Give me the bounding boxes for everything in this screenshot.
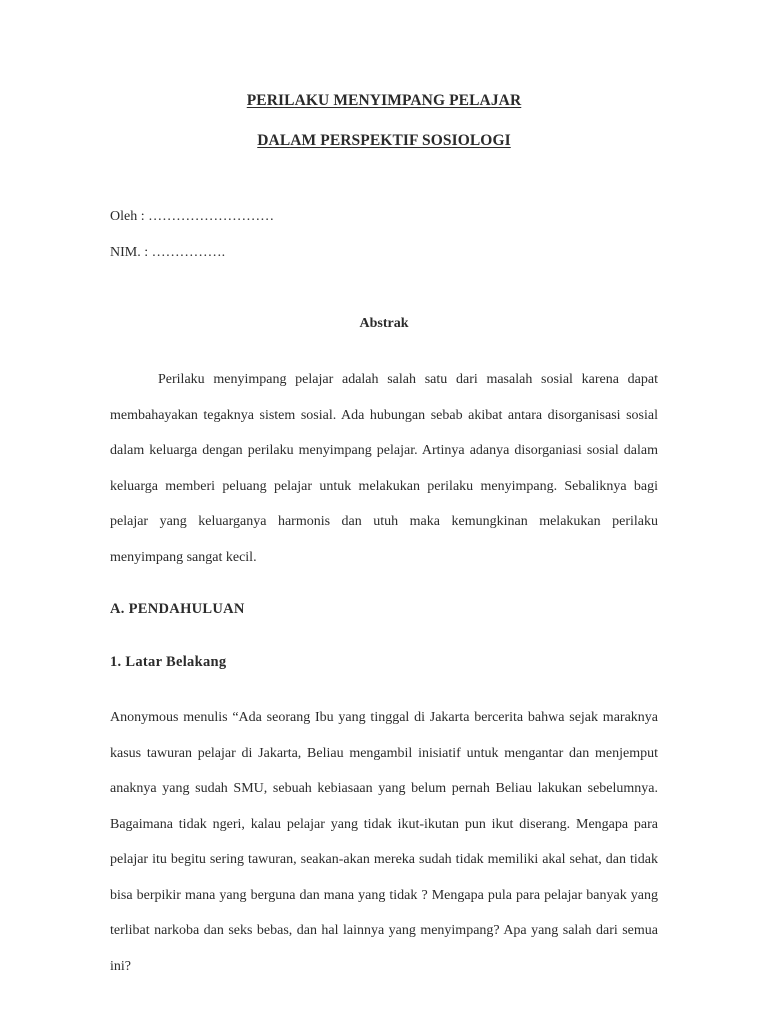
author-line: Oleh : ……………………… [110,209,275,224]
abstract-paragraph: Perilaku menyimpang pelajar adalah salah satu dari masalah sosial karena dapat membahayakan tegaknya sistem sosial. Ada hubungan sebab akibat antara disorganisasi sosial dalam keluarga dengan perilaku menyimpang pelajar. Artinya adanya disorganiasi sosial dalam keluarga memberi peluang pelajar untuk melakukan perilaku menyimpang. Sebaliknya bagi pelajar yang keluarganya harmonis dan utuh maka kemungkinan melakukan perilaku menyimpang sangat kecil. [110,372,658,565]
abstract-heading: Abstrak [359,316,409,331]
nim-line: NIM. : ……………. [110,245,226,260]
body-paragraph: Anonymous menulis “Ada seorang Ibu yang tinggal di Jakarta bercerita bahwa sejak maraknya kasus tawuran pelajar di Jakarta, Beliau mengambil inisiatif untuk mengantar dan menjemput anaknya yang sudah SMU, sebuah kebiasaan yang belum pernah Beliau lakukan sebelumnya. Bagaimana tidak ngeri, kalau pelajar yang tidak ikut-ikutan pun ikut diserang. Mengapa para pelajar itu begitu sering tawuran, seakan-akan mereka sudah tidak memiliki akal sehat, dan tidak bisa berpikir mana yang berguna dan mana yang tidak ? Mengapa pula para pelajar banyak yang terlibat narkoba dan seks bebas, dan hal lainnya yang menyimpang? Apa yang salah dari semua ini? [110,710,658,974]
document-title-line-1: PERILAKU MENYIMPANG PELAJAR [246,92,522,109]
document-title-line-2: DALAM PERSPEKTIF SOSIOLOGI [257,132,511,149]
section-heading-pendahuluan: A. PENDAHULUAN [110,601,245,617]
subsection-heading-latar-belakang: 1. Latar Belakang [110,654,227,670]
